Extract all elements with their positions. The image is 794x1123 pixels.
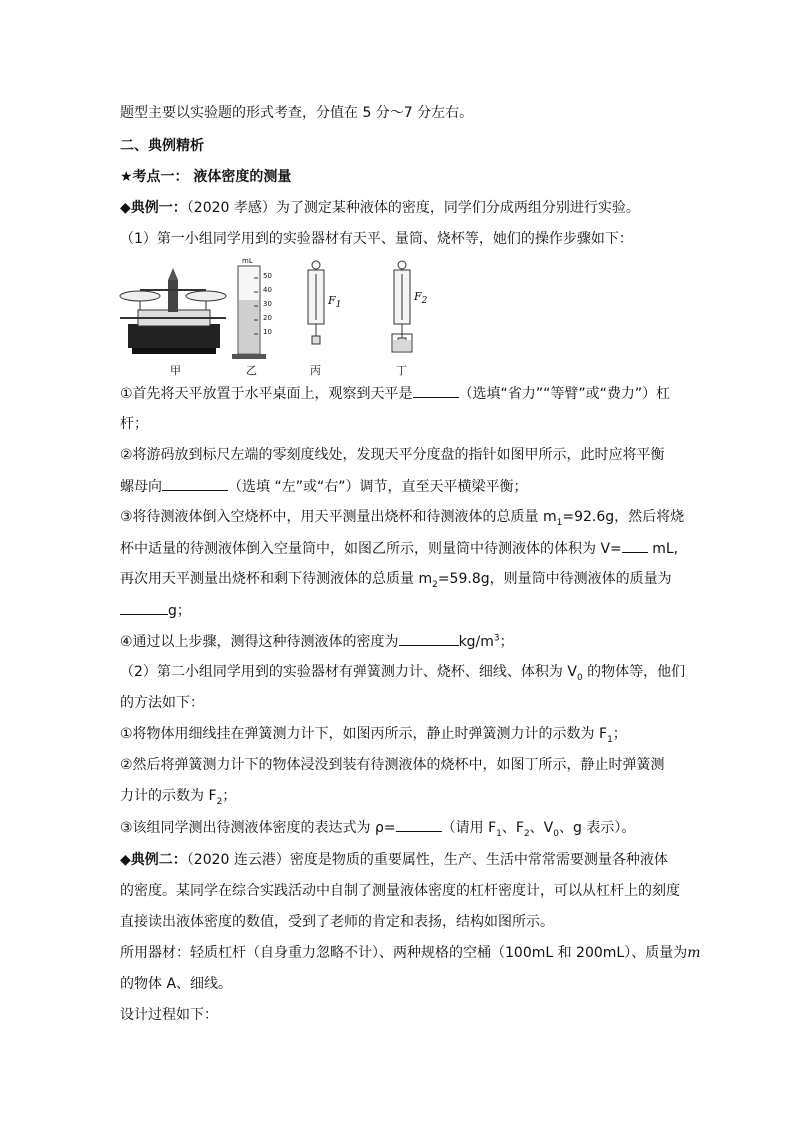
answer-blank-2[interactable] [162,476,228,491]
figure-label-bing: 丙 [310,364,321,377]
step-3-line-d: g； [120,600,680,621]
example-2-line-6: 设计过程如下： [120,1007,218,1023]
experiment-figures [118,258,438,378]
example-2-line-4: 所用器材：轻质杠杆（自身重力忽略不计）、两种规格的空桶（100mL 和 200mL）、质量为m [120,945,701,961]
step-1-line-a: ①首先将天平放置于水平桌面上，观察到天平是 （选填“省力”“等臂”或“费力”）杠 [120,383,680,404]
example-1-part1: （1）第一小组同学用到的实验器材有天平、量筒、烧杯等，她们的操作步骤如下： [120,231,633,247]
spring-scale-figure-2 [392,261,412,352]
example-2-line-5: 的物体 A、细线。 [120,976,233,992]
answer-blank-3[interactable] [622,538,648,553]
answer-blank-6[interactable] [396,817,442,832]
example-1-source: （2020 孝感）为了测定某种液体的密度，同学们分成两组分别进行实验。 [186,200,640,216]
intro-text [120,103,680,123]
figure-label-ding: 丁 [396,364,407,377]
cylinder-mark-50: 50 [263,272,272,280]
figure-label-jia: 甲 [170,364,181,377]
step-2-line-b: 螺母向 （选填 “左”或“右”）调节，直至天平横梁平衡； [120,476,680,497]
example-2-label: ◆典例二： [120,852,187,868]
example-1-heading [120,198,680,218]
part2-step-2-b: 力计的示数为 $F_2$； [120,788,237,807]
step-1-line-b: 杆； [120,416,148,432]
measuring-cylinder-figure [232,266,266,359]
cylinder-mark-30: 30 [263,300,272,308]
step-4-line: ④通过以上步骤，测得这种待测液体的密度为 $kg/m^3$； [120,631,680,652]
example-1-part2-line-b: 的方法如下： [120,695,204,711]
example-2-line-2: 的密度。某同学在综合实践活动中自制了测量液体密度的杠杆密度计，可以从杠杆上的刻度 [120,883,680,899]
experiment-figures-svg [118,258,438,378]
cylinder-mark-20: 20 [263,314,272,322]
step-3-line-b: 杯中适量的待测液体倒入空量筒中，如图乙所示，则量筒中待测液体的体积为 V= mL, [120,538,680,559]
intro-sentence: 题型主要以实验题的形式考查，分值在 5 分～7 分左右。 [120,105,474,121]
spring-scale-figure-1 [308,261,324,344]
answer-blank-5[interactable] [399,631,459,646]
step-3-line-c: 再次用天平测量出烧杯和剩下待测液体的总质量 $m_2=59.8g$，则量筒中待测液体的质量为 [120,571,672,590]
example-2-line-3: 直接读出液体密度的数值，受到了老师的肯定和表扬，结构如图所示。 [120,914,554,930]
answer-blank-4[interactable] [120,600,168,615]
step-3-line-a: ③将待测液体倒入空烧杯中，用天平测量出烧杯和待测液体的总质量 $m_1=92.6g$，然后将烧 [120,509,685,528]
example-1-part2-line-a: （2）第二小组同学用到的实验器材有弹簧测力计、烧杯、细线、体积为 $V_0$ 的物体等，他们 [120,664,686,683]
section-title: 二、典例精析 [120,138,204,154]
part2-step-3: ③该组同学测出待测液体密度的表达式为 ρ= （请用 $F_1$、$F_2$、$V_0$、g 表示）。 [120,817,680,838]
cylinder-mark-10: 10 [263,328,272,336]
cylinder-mark-40: 40 [263,286,272,294]
balance-figure [120,268,226,354]
force-label-f2: $F_2$ [414,290,428,307]
figure-label-yi: 乙 [246,364,257,377]
example-2-line-1: ◆典例二：（2020 连云港）密度是物质的重要属性，生产、生活中常常需要测量各种液体 [120,852,668,868]
part2-step-2-a: ②然后将弹簧测力计下的物体浸没到装有待测液体的烧杯中，如图丁所示，静止时弹簧测 [120,757,665,773]
kaodian-title: ★考点一： 液体密度的测量 [120,169,292,185]
step-2-line-a: ②将游码放到标尺左端的零刻度线处，发现天平分度盘的指针如图甲所示，此时应将平衡 [120,447,665,463]
example-1-label: ◆典例一： [120,200,187,216]
part2-step-1: ①将物体用细线挂在弹簧测力计下，如图丙所示，静止时弹簧测力计的示数为 $F_1$； [120,726,627,745]
force-label-f1: $F_1$ [328,294,342,311]
answer-blank-1[interactable] [413,383,459,398]
cylinder-unit: mL [242,257,253,265]
